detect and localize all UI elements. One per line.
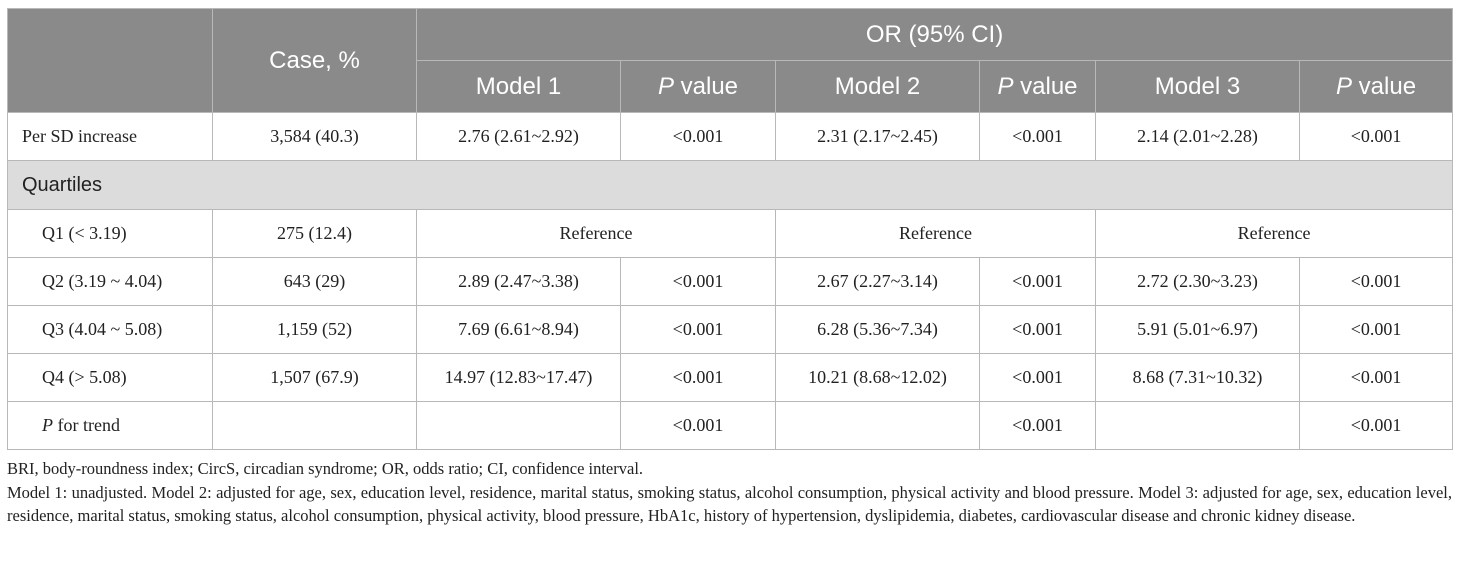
footnote-models: Model 1: unadjusted. Model 2: adjusted for age, sex, education level, residence, marital status, smoking status, alcohol consumption, physical activity and blood pressure. Model 3: adjusted for age, sex, education level, residence, marital status, smoking status, alcohol consumption, physical activity, blood pressure, HbA1c, history of hypertension, dyslipidemia, diabetes, cardiovascular disease and chronic kidney disease.: [7, 482, 1452, 525]
p-italic: P: [657, 72, 674, 100]
cell-p1: <0.001: [621, 354, 776, 402]
cell-model2: 6.28 (5.36~7.34): [776, 306, 980, 354]
cell-p1: <0.001: [621, 258, 776, 306]
cell-model3: 2.14 (2.01~2.28): [1096, 113, 1300, 161]
cell-model3: 8.68 (7.31~10.32): [1096, 354, 1300, 402]
table-footnotes: [7, 457, 1452, 528]
cell-p2: <0.001: [980, 402, 1096, 450]
cell-empty: [417, 402, 621, 450]
table-row-q1: [8, 210, 1453, 258]
cell-p1: <0.001: [621, 306, 776, 354]
footnote-abbreviations: BRI, body-roundness index; CircS, circadian syndrome; OR, odds ratio; CI, confidence interval.: [7, 459, 644, 478]
p-rest: value: [1013, 72, 1078, 100]
cell-p3: <0.001: [1300, 354, 1453, 402]
p-rest: value: [673, 72, 739, 100]
section-row-quartiles: [8, 161, 1453, 210]
cell-p3: <0.001: [1300, 258, 1453, 306]
cell-p3: <0.001: [1300, 402, 1453, 450]
cell-model1: 7.69 (6.61~8.94): [417, 306, 621, 354]
row-label: [8, 402, 213, 450]
cell-empty: [1096, 402, 1300, 450]
header-model3: Model 3: [1096, 61, 1300, 113]
header-model1: Model 1: [417, 61, 621, 113]
header-row-1: [8, 9, 1453, 61]
table-row-p-trend: [8, 402, 1453, 450]
header-p-value-3: [1300, 61, 1453, 113]
cell-p2: <0.001: [980, 258, 1096, 306]
cell-p3: <0.001: [1300, 306, 1453, 354]
cell-model2: 2.67 (2.27~3.14): [776, 258, 980, 306]
p-rest: value: [1352, 72, 1417, 100]
cell-p2: <0.001: [980, 354, 1096, 402]
cell-reference-model1: Reference: [417, 210, 776, 258]
cell-case: 643 (29): [213, 258, 417, 306]
cell-empty: [776, 402, 980, 450]
cell-p3: <0.001: [1300, 113, 1453, 161]
p-italic: P: [997, 72, 1014, 100]
cell-case: 1,507 (67.9): [213, 354, 417, 402]
trend-label-rest: for trend: [53, 415, 120, 435]
cell-model1: 2.89 (2.47~3.38): [417, 258, 621, 306]
cell-case: 1,159 (52): [213, 306, 417, 354]
cell-p1: <0.001: [621, 402, 776, 450]
row-label: Per SD increase: [8, 113, 213, 161]
cell-p2: <0.001: [980, 306, 1096, 354]
section-label: Quartiles: [8, 161, 1453, 210]
header-case: Case, %: [213, 9, 417, 113]
cell-model1: 14.97 (12.83~17.47): [417, 354, 621, 402]
table-row-q3: [8, 306, 1453, 354]
cell-model2: 10.21 (8.68~12.02): [776, 354, 980, 402]
p-italic: P: [42, 415, 53, 435]
header-blank: [8, 9, 213, 113]
row-label: Q1 (< 3.19): [8, 210, 213, 258]
cell-model1: 2.76 (2.61~2.92): [417, 113, 621, 161]
cell-reference-model2: Reference: [776, 210, 1096, 258]
table-row-q4: [8, 354, 1453, 402]
cell-empty: [213, 402, 417, 450]
or-results-table: [7, 8, 1453, 450]
cell-model3: 2.72 (2.30~3.23): [1096, 258, 1300, 306]
cell-p1: <0.001: [621, 113, 776, 161]
cell-model2: 2.31 (2.17~2.45): [776, 113, 980, 161]
table-row-q2: [8, 258, 1453, 306]
header-or-group: OR (95% CI): [417, 9, 1453, 61]
header-model2: Model 2: [776, 61, 980, 113]
row-label: Q4 (> 5.08): [8, 354, 213, 402]
cell-case: 3,584 (40.3): [213, 113, 417, 161]
p-italic: P: [1336, 72, 1353, 100]
header-p-value-1: [621, 61, 776, 113]
cell-reference-model3: Reference: [1096, 210, 1453, 258]
header-p-value-2: [980, 61, 1096, 113]
cell-model3: 5.91 (5.01~6.97): [1096, 306, 1300, 354]
cell-case: 275 (12.4): [213, 210, 417, 258]
cell-p2: <0.001: [980, 113, 1096, 161]
row-label: Q2 (3.19 ~ 4.04): [8, 258, 213, 306]
table-row-per-sd: [8, 113, 1453, 161]
row-label: Q3 (4.04 ~ 5.08): [8, 306, 213, 354]
results-table-container: [7, 8, 1452, 450]
